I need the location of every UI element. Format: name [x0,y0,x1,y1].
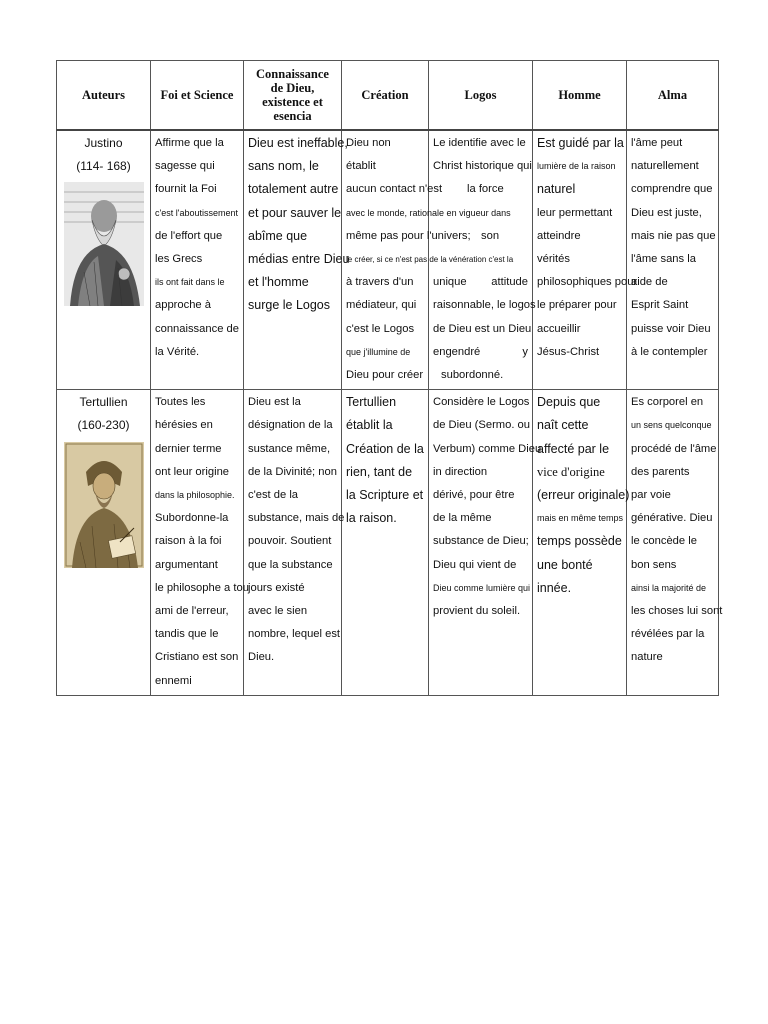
cell-line: et pour sauver le [248,205,342,220]
cell-line: dernier terme [155,442,222,455]
header-homme: Homme [533,61,627,131]
cell-line: lumière de la raison [537,161,616,172]
cell-line: Est guidé par la [537,136,624,150]
author-cell [57,390,151,696]
cell-line: une bonté [537,557,593,572]
cell-line: la raison. [346,511,397,526]
cell-line: de Dieu (Sermo. ou [433,419,531,432]
cell-line: le concède le [631,535,697,548]
cell-line: de Dieu est un Dieu [433,322,532,335]
cell-line: naît cette [537,418,589,433]
header-row [57,61,719,131]
cell-line: aucun contact n'est [346,183,443,196]
cell-line: comprendre que [631,183,713,196]
cell-line: procédé de l'âme [631,442,717,455]
cell-line: le philosophe a tou [155,581,249,594]
header-line: de Dieu, [270,81,315,95]
cell-line: mais en même temps [537,513,624,524]
cell-line: générative. Dieu [631,512,713,525]
cell-line: unique attitude [433,276,528,289]
cell-line: Depuis que [537,395,601,410]
cell-line: sustance même, [248,442,331,455]
cell-line: connaissance de [155,322,239,335]
alma-cell [627,390,723,696]
cell-line: naturellement [631,160,699,173]
cell-line: abîme que [248,228,308,243]
cell-line: le préparer pour [537,299,617,312]
header-line: esencia [273,109,312,123]
header-line: existence et [262,95,323,109]
cell-line: totalement autre [248,182,339,197]
cell-line: un sens quelconque [631,420,712,431]
cell-line: affecté par le [537,441,610,456]
cell-line: sagesse qui [155,160,215,173]
header-auteurs: Auteurs [57,61,151,131]
cell-line: ont leur origine [155,465,230,478]
cell-line: des parents [631,465,690,478]
cell-line: Le identifie avec le [433,137,526,149]
cell-line: tandis que le [155,628,219,641]
cell-line: rien, tant de [346,464,413,479]
cell-line: raison à la foi [155,535,222,548]
cell-line: de la même [433,512,492,525]
cell-line: provient du soleil. [433,605,521,618]
cell-line: philosophiques pour [537,276,638,289]
cell-line: aide de [631,276,668,289]
cell-line: l'âme sans la [631,253,696,266]
cell-line: puisse voir Dieu [631,322,711,335]
cell-line: médiateur, qui [346,299,417,312]
author-name: Justino [84,136,123,150]
cell-line: Création de la [346,441,424,456]
cell-line: hérésies en [155,419,213,432]
cell-line: Subordonne-la [155,512,229,525]
cell-line: à le contempler [631,345,708,358]
cell-line: substance, mais de [248,512,345,525]
cell-line: nombre, lequel est [248,628,341,641]
cell-line: de la Divinité; non [248,465,337,478]
cell-line: établit [346,160,376,173]
homme-cell [533,130,638,390]
header-creation: Création [342,61,429,131]
cell-line: médias entre Dieu [248,252,350,267]
cell-line: Tertullien [346,395,397,410]
cell-line: avec le sien [248,605,308,618]
cell-line: les Grecs [155,253,203,266]
cell-line: que j'illumine de [346,346,411,357]
cell-line: établit la [346,418,393,433]
cell-line: naturel [537,182,576,197]
cell-line: atteindre [537,229,581,242]
justin-portrait [64,182,144,306]
table-row [57,390,719,696]
cell-line: c'est l'aboutissement [155,207,238,218]
cell-line: Jésus-Christ [537,345,600,358]
cell-line: innée. [537,580,572,595]
cell-line: Affirme que la [155,137,224,149]
cell-line: vice d'origine [537,464,605,479]
cell-line: par voie [631,489,671,502]
author-name: Tertullien [79,395,128,410]
cell-line: l'âme peut [631,137,683,149]
cell-line: dans la philosophie. [155,490,235,501]
cell-line: désignation de la [248,419,333,432]
cell-line: nature [631,651,663,664]
cell-line: la Vérité. [155,345,200,358]
header-logos: Logos [429,61,533,131]
cell-line: Verbum) comme Dieu [433,442,542,455]
comparison-table [56,60,723,696]
header-line: Connaissance [256,67,329,81]
cell-line: bon sens [631,558,677,571]
cell-line: les choses lui sont [631,605,723,618]
cell-line: que la substance [248,558,333,571]
cell-line: (erreur originale) [537,488,630,503]
cell-line: accueillir [537,322,581,335]
cell-line: Dieu. [248,651,275,664]
cell-line: révélées par la [631,628,705,641]
cell-line: ainsi la majorité de [631,582,707,593]
cell-line: c'est de la [248,489,299,502]
cell-line: Toutes les [155,396,206,409]
cell-line: le créer, si ce n'est pas de la vénération c'est la [346,255,514,265]
connaissance-cell [244,130,350,390]
cell-line: Dieu est ineffable, [248,136,348,150]
cell-line: Cristiano est son [155,651,239,664]
cell-line: sans nom, le [248,159,319,174]
cell-line: approche à [155,299,211,312]
foi-cell [151,390,249,696]
cell-line: in direction [433,465,488,478]
cell-line: mais nie pas que [631,229,716,242]
logos-cell [429,390,542,696]
author-cell [57,130,151,390]
cell-line: son [481,229,500,242]
cell-line: Dieu qui vient de [433,558,517,571]
header-foi-et-science: Foi et Science [151,61,244,131]
cell-line: ils ont fait dans le [155,277,225,288]
cell-line: Dieu comme lumière qui [433,582,531,593]
cell-line: ennemi [155,674,192,687]
cell-line: Dieu pour créer [346,369,424,382]
cell-line: vérités [537,253,570,266]
cell-line: la Scripture et [346,488,424,503]
connaissance-cell [244,390,345,696]
cell-line: avec le monde, rationale en vigueur dans [346,207,511,218]
cell-line: Es corporel en [631,396,704,409]
header-alma: Alma [627,61,719,131]
author-dates: (114- 168) [76,159,131,174]
cell-line: même pas pour l'univers; [346,229,471,242]
cell-line: raisonnable, le logos [433,299,536,312]
cell-line: surge le Logos [248,298,331,313]
cell-line: dérivé, pour être [433,489,515,502]
cell-line: subordonné. [441,368,504,381]
cell-line: leur permettant [537,206,613,219]
cell-line: Dieu est la [248,396,301,409]
tertullian-portrait [64,442,144,568]
cell-line: temps possède [537,534,622,549]
alma-cell [627,130,719,390]
creation-cell [342,390,429,696]
cell-line: ami de l'erreur, [155,605,229,618]
cell-line: pouvoir. Soutient [248,535,332,548]
cell-line: Christ historique qui [433,160,532,173]
cell-line: Dieu est juste, [631,206,702,219]
cell-line: Dieu non [346,137,391,149]
cell-line: substance de Dieu; [433,535,529,548]
homme-cell [533,390,630,696]
cell-line: de l'effort que [155,229,223,242]
cell-line: Considère le Logos [433,396,530,409]
author-dates: (160-230) [77,418,130,433]
cell-line: argumentant [155,558,218,571]
cell-line: fournit la Foi [155,183,217,196]
table-row [57,130,719,390]
foi-cell [151,130,244,390]
cell-line: jours existé [248,581,305,594]
header-connaissance [244,61,342,131]
cell-line: c'est le Logos [346,322,415,335]
cell-line: la force [467,183,504,196]
cell-line: et l'homme [248,275,309,290]
cell-line: engendré y [433,345,528,358]
cell-line: à travers d'un [346,276,414,289]
cell-line: Esprit Saint [631,299,689,312]
